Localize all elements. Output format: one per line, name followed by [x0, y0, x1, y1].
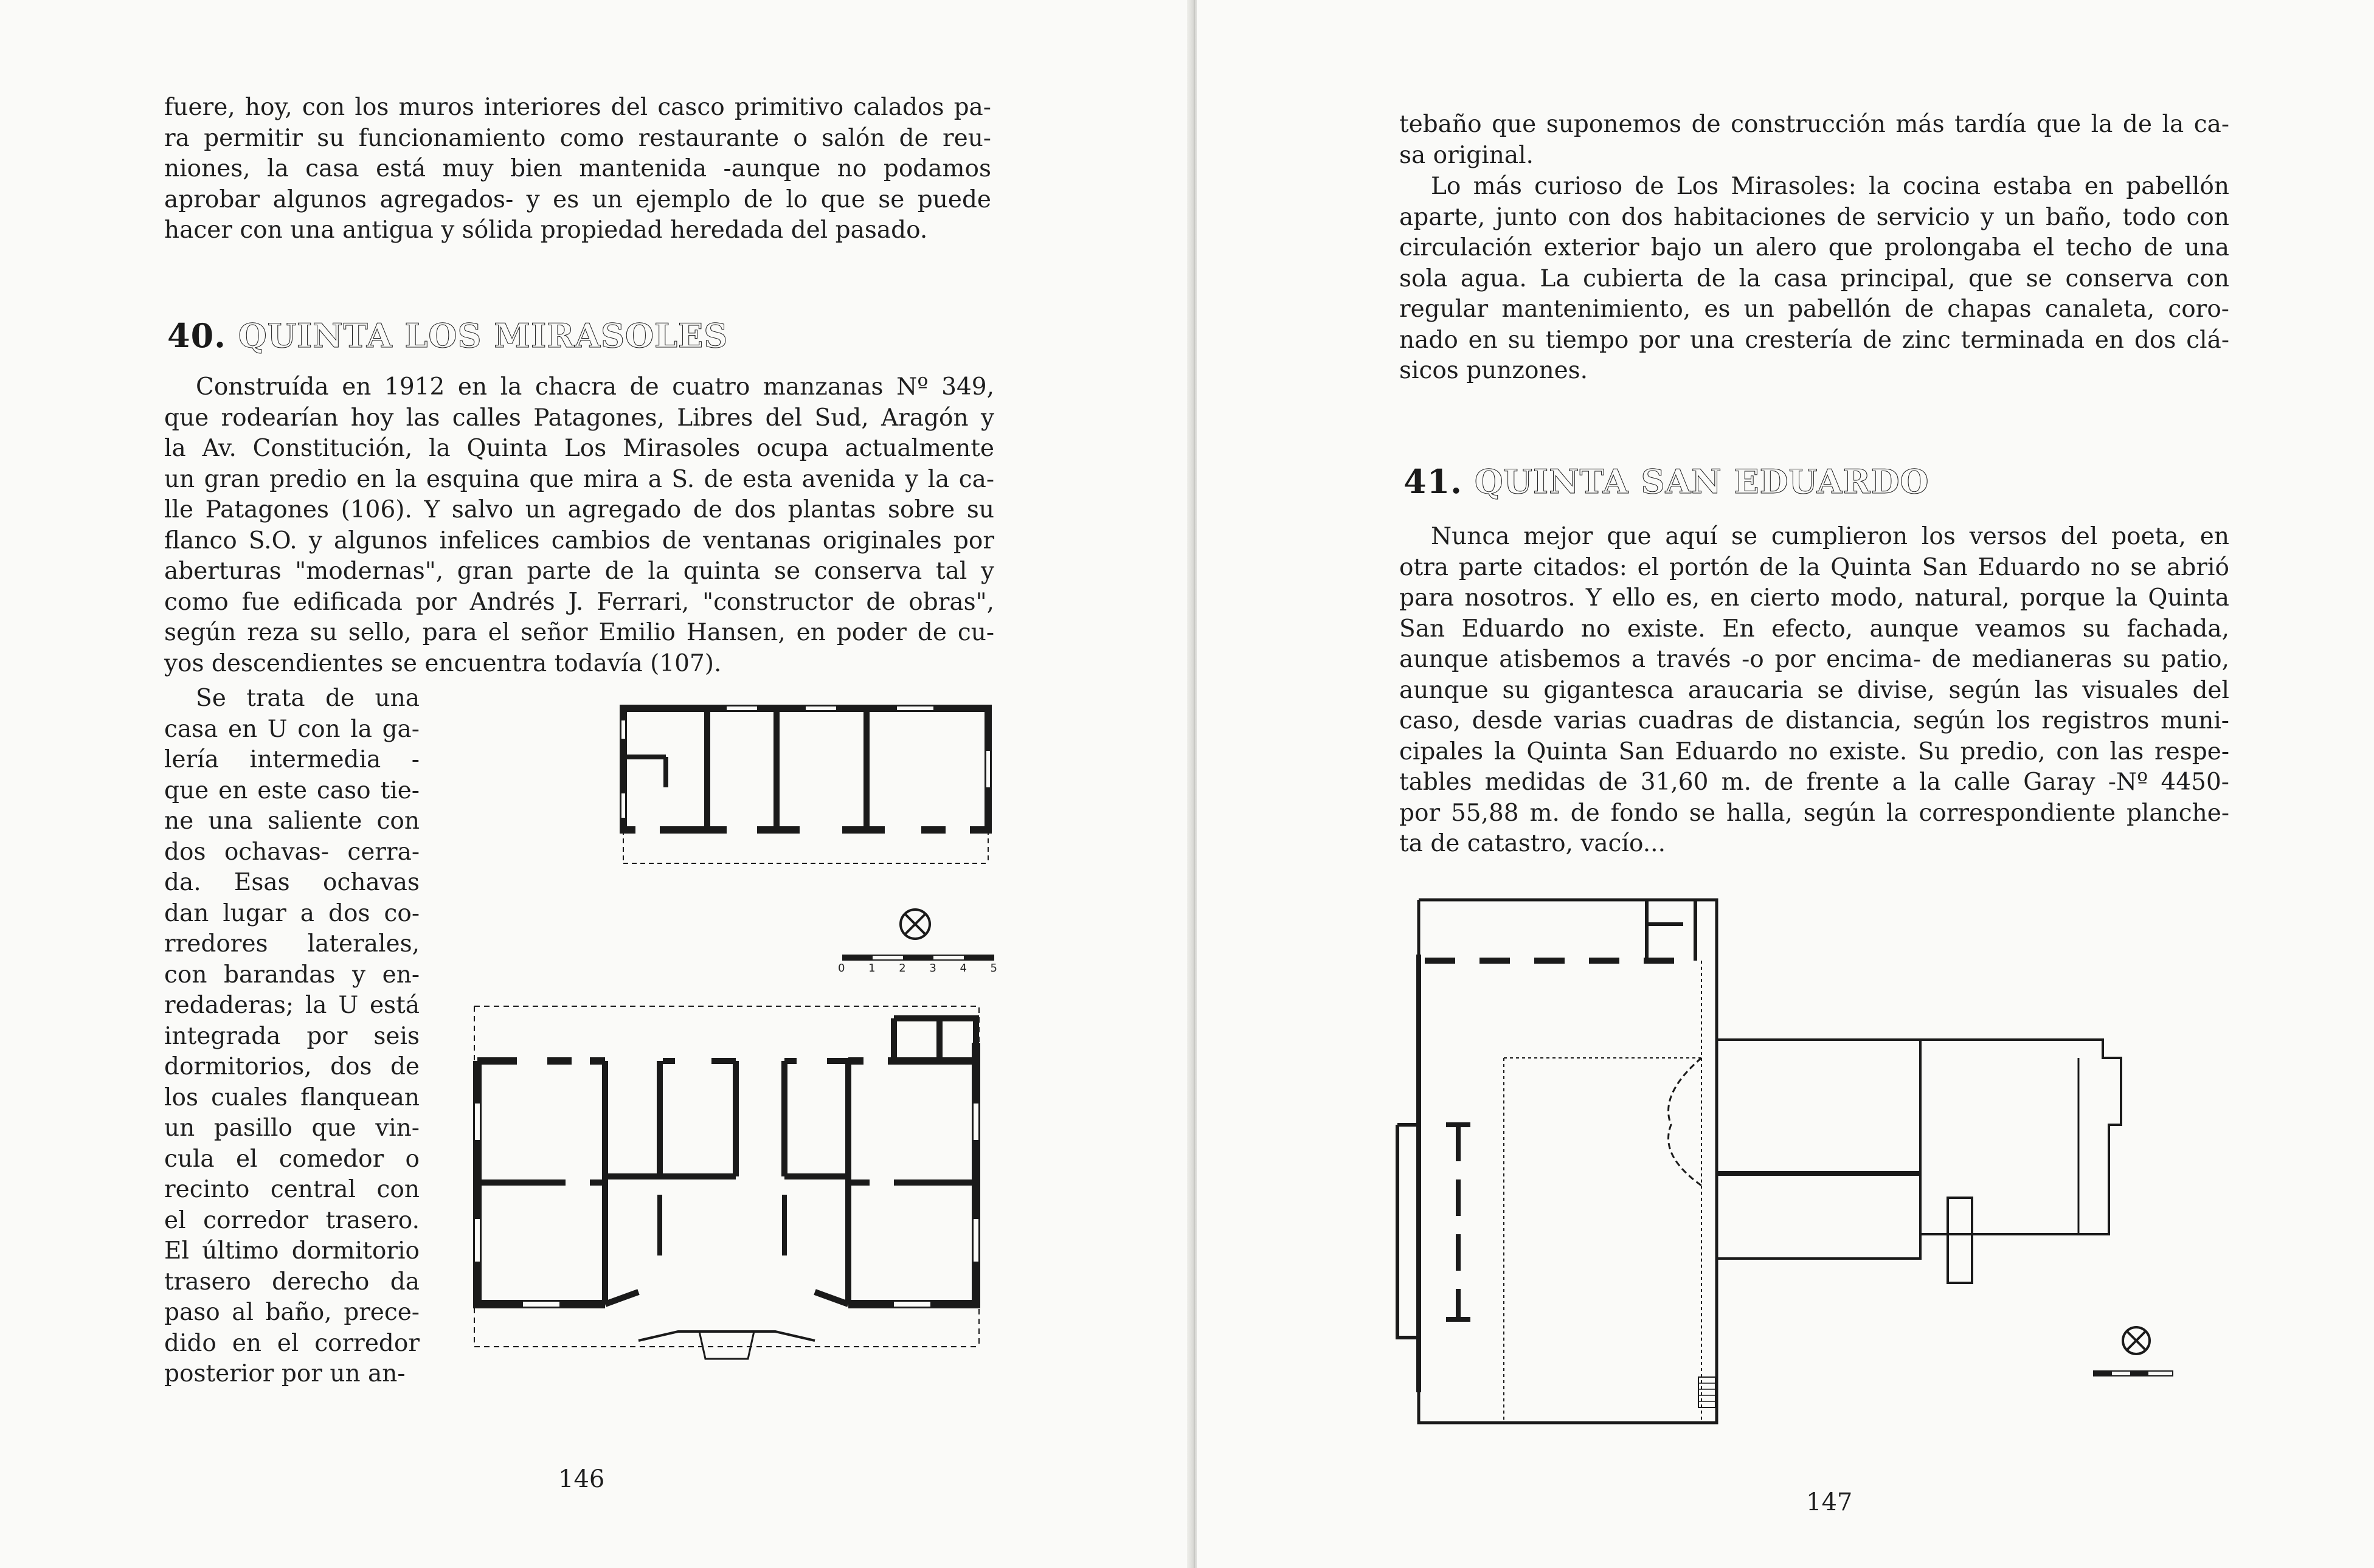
- text-line: integrada por seis: [164, 1022, 420, 1050]
- text-line: El último dormitorio: [164, 1237, 420, 1265]
- text-line: posterior por un an-: [164, 1360, 406, 1387]
- san-eduardo-plan: [1391, 894, 2243, 1441]
- text-line: Lo más curioso de Los Mirasoles: la cocina estaba en pabellón: [1431, 173, 2229, 200]
- heading-40: [167, 316, 728, 355]
- text-line: sola agua. La cubierta de la casa principal, que se conserva con: [1399, 264, 2229, 292]
- text-line: trasero derecho da: [164, 1268, 420, 1296]
- service-pavilion-plan: [617, 702, 994, 872]
- text-line: por 55,88 m. de fondo se halla, según la correspondiente planche-: [1399, 799, 2229, 827]
- text-line: circulación exterior bajo un alero que prolongaba el techo de una: [1399, 234, 2229, 261]
- text-line: casa en U con la ga-: [164, 715, 420, 743]
- text-line: fuere, hoy, con los muros interiores del casco primitivo calados pa-: [164, 94, 991, 121]
- text-line: hacer con una antigua y sólida propiedad heredada del pasado.: [164, 216, 928, 244]
- text-line: aberturas "modernas", gran parte de la quinta se conserva tal y: [164, 558, 994, 585]
- text-line: dormitorios, dos de: [164, 1053, 420, 1080]
- scale-label: 1: [868, 962, 876, 975]
- text-line: ne una saliente con: [164, 807, 420, 835]
- text-line: como fue edificada por Andrés J. Ferrari, "constructor de obras",: [164, 588, 994, 616]
- left-column-paragraph: [164, 683, 420, 1390]
- text-line: ta de catastro, vacío...: [1399, 830, 1666, 857]
- text-line: recinto central con: [164, 1176, 420, 1203]
- heading-number: 40.: [167, 316, 226, 355]
- text-line: el corredor trasero.: [164, 1206, 420, 1234]
- text-line: niones, la casa está muy bien mantenida -aunque no podamos: [164, 155, 991, 182]
- text-line: otra parte citados: el portón de la Quinta San Eduardo no se abrió: [1399, 553, 2229, 581]
- text-line: lle Patagones (106). Y salvo un agregado de dos plantas sobre su: [164, 496, 994, 523]
- text-line: tables medidas de 31,60 m. de frente a la calle Garay -Nº 4450-: [1399, 768, 2229, 796]
- page-147: [1197, 0, 2374, 1568]
- scale-label: 5: [990, 962, 997, 975]
- left-body-paragraph: [164, 372, 994, 679]
- text-line: aparte, junto con dos habitaciones de servicio y un baño, todo con: [1399, 203, 2229, 231]
- text-line: nado en su tiempo por una crestería de zinc terminada en dos clá-: [1399, 326, 2229, 354]
- left-intro-paragraph: [164, 92, 991, 246]
- scale-label: 2: [899, 962, 906, 975]
- text-line: un pasillo que vin-: [164, 1114, 420, 1142]
- right-body-paragraph: [1399, 522, 2229, 860]
- heading-number: 41.: [1403, 462, 1462, 501]
- text-line: un gran predio en la esquina que mira a S. de esta avenida y la ca-: [164, 465, 994, 493]
- text-line: dos ochavas- cerra-: [164, 838, 420, 866]
- text-line: Construída en 1912 en la chacra de cuatro manzanas Nº 349,: [196, 373, 994, 401]
- text-line: paso al baño, prece-: [164, 1299, 420, 1326]
- text-line: regular mantenimiento, es un pabellón de chapas canaleta, coro-: [1399, 295, 2229, 323]
- text-line: tebaño que suponemos de construcción más tardía que la de la ca-: [1399, 111, 2229, 138]
- page-number-147: 147: [1806, 1488, 1853, 1516]
- text-line: rredores laterales,: [164, 930, 420, 958]
- text-line: los cuales flanquean: [164, 1083, 420, 1111]
- text-line: para nosotros. Y ello es, en cierto modo, natural, porque la Quinta: [1399, 584, 2229, 612]
- heading-title: QUINTA LOS MIRASOLES: [238, 316, 728, 355]
- text-line: aunque su gigantesca araucaria se divise, según las visuales del: [1399, 676, 2229, 704]
- text-line: sa original.: [1399, 141, 1534, 169]
- text-line: San Eduardo no existe. En efecto, aunque veamos su fachada,: [1399, 615, 2229, 643]
- text-line: la Av. Constitución, la Quinta Los Mirasoles ocupa actualmente: [164, 435, 994, 462]
- text-line: caso, desde varias cuadras de distancia, según los registros muni-: [1399, 707, 2229, 734]
- scale-labels: [838, 962, 997, 975]
- page-number-146: 146: [558, 1465, 605, 1493]
- text-line: Nunca mejor que aquí se cumplieron los versos del poeta, en: [1431, 523, 2229, 550]
- text-line: redaderas; la U está: [164, 992, 420, 1019]
- text-line: dido en el corredor: [164, 1329, 420, 1357]
- text-line: dan lugar a dos co-: [164, 899, 420, 927]
- scale-label: 4: [960, 962, 967, 975]
- text-line: sicos punzones.: [1399, 357, 1588, 384]
- heading-title: QUINTA SAN EDUARDO: [1474, 462, 1929, 501]
- text-line: Se trata de una: [196, 685, 420, 712]
- text-line: que rodearían hoy las calles Patagones, Libres del Sud, Aragón y: [164, 404, 994, 432]
- text-line: cula el comedor o: [164, 1145, 420, 1173]
- right-second-paragraph: [1399, 171, 2229, 387]
- text-line: aprobar algunos agregados- y es un ejemplo de lo que se puede: [164, 185, 991, 213]
- text-line: lería intermedia -: [164, 746, 420, 773]
- text-line: cipales la Quinta San Eduardo no existe. Su predio, con las respe-: [1399, 737, 2229, 765]
- north-compass-icon: [897, 906, 933, 945]
- right-intro-paragraph: [1399, 109, 2229, 171]
- text-line: ra permitir su funcionamiento como restaurante o salón de reu-: [164, 124, 991, 152]
- text-line: yos descendientes se encuentra todavía (107).: [164, 649, 722, 677]
- text-line: que en este caso tie-: [164, 776, 420, 804]
- scale-label: 3: [929, 962, 936, 975]
- text-line: flanco S.O. y algunos infelices cambios de ventanas originales por: [164, 527, 994, 554]
- text-line: aunque atisbemos a través -o por encima- de medianeras su patio,: [1399, 646, 2229, 673]
- text-line: con barandas y en-: [164, 961, 420, 989]
- scale-label: 0: [838, 962, 845, 975]
- main-house-plan: [468, 1000, 985, 1377]
- text-line: según reza su sello, para el señor Emilio Hansen, en poder de cu-: [164, 619, 994, 646]
- heading-41: [1403, 462, 1929, 501]
- text-line: da. Esas ochavas: [164, 869, 420, 896]
